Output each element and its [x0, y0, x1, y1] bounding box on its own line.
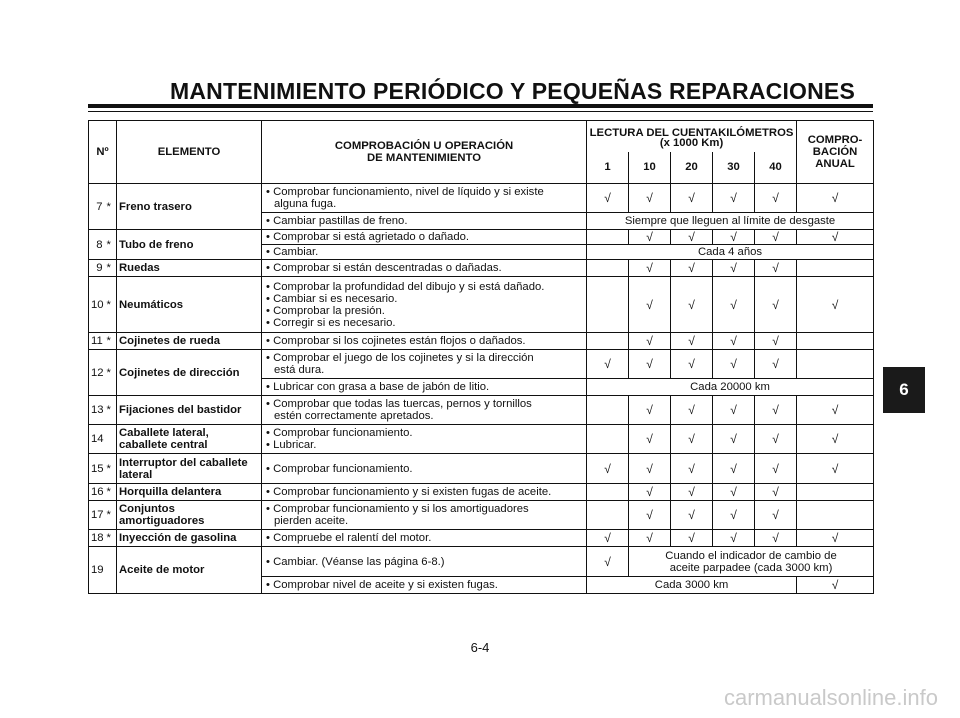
table-row: • Cambiar pastillas de freno. Siempre que lleguen al límite de desgaste	[89, 213, 874, 230]
check-mark: √	[713, 396, 755, 425]
check-mark: √	[713, 484, 755, 501]
maintenance-table	[88, 120, 874, 594]
table-row: 15 * Interruptor del caballete lateral • Comprobar funcionamiento. √ √ √ √ √ √	[89, 454, 874, 484]
check-mark: √	[755, 530, 797, 547]
table-row: 10 * Neumáticos • Comprobar la profundidad del dibujo y si está dañado. • Cambiar si es necesario. • Comprobar la presión. • Corregir si es necesario. √ √ √ √ √	[89, 277, 874, 333]
table-row: 7 * Freno trasero • Comprobar funcionamiento, nivel de líquido y si existe alguna fuga. √ √ √ √ √ √	[89, 184, 874, 213]
check-mark: √	[713, 425, 755, 454]
check-mark: √	[587, 530, 629, 547]
table-row: • Cambiar. Cada 4 años	[89, 245, 874, 260]
header-operation: COMPROBACIÓN U OPERACIÓN DE MANTENIMIENTO	[262, 121, 587, 184]
table-row: • Comprobar nivel de aceite y si existen fugas. Cada 3000 km √	[89, 577, 874, 594]
table-row: 8 * Tubo de freno • Comprobar si está agrietado o dañado. √ √ √ √ √	[89, 230, 874, 245]
check-mark: √	[755, 184, 797, 213]
check-mark: √	[797, 577, 874, 594]
check-mark: √	[629, 277, 671, 333]
check-mark: √	[755, 350, 797, 379]
check-mark: √	[629, 454, 671, 484]
table-row: 16 * Horquilla delantera • Comprobar funcionamiento y si existen fugas de aceite. √ √ √ √	[89, 484, 874, 501]
check-mark: √	[629, 484, 671, 501]
check-mark: √	[629, 230, 671, 245]
chapter-tab: 6	[883, 367, 925, 413]
header-annual: COMPRO- BACIÓN ANUAL	[797, 121, 874, 184]
page-title: MANTENIMIENTO PERIÓDICO Y PEQUEÑAS REPARACIONES	[170, 78, 856, 104]
check-mark: √	[713, 184, 755, 213]
title-rule-thin	[88, 111, 873, 112]
check-mark: √	[629, 530, 671, 547]
page-number: 6-4	[470, 640, 490, 655]
header-km-10: 10	[629, 152, 671, 184]
check-mark: √	[671, 454, 713, 484]
check-mark: √	[755, 396, 797, 425]
check-mark: √	[629, 260, 671, 277]
table-row: 18 * Inyección de gasolina • Compruebe el ralentí del motor. √ √ √ √ √ √	[89, 530, 874, 547]
check-mark: √	[671, 350, 713, 379]
check-mark: √	[671, 184, 713, 213]
check-mark: √	[797, 530, 874, 547]
table-row: 17 * Conjuntos amortiguadores • Comprobar funcionamiento y si los amortiguadores pierden aceite. √ √ √ √	[89, 501, 874, 530]
check-mark: √	[797, 454, 874, 484]
check-mark: √	[629, 333, 671, 350]
table-row: 11 * Cojinetes de rueda • Comprobar si los cojinetes están flojos o dañados. √ √ √ √	[89, 333, 874, 350]
title-rule-thick	[88, 104, 873, 108]
check-mark: √	[755, 277, 797, 333]
check-mark: √	[755, 260, 797, 277]
check-mark: √	[713, 501, 755, 530]
table-row: • Lubricar con grasa a base de jabón de litio. Cada 20000 km	[89, 379, 874, 396]
check-mark: √	[797, 396, 874, 425]
check-mark: √	[671, 501, 713, 530]
watermark: carmanualsonline.info	[723, 685, 938, 710]
check-mark: √	[671, 230, 713, 245]
table-row: 19 Aceite de motor • Cambiar. (Véanse las página 6-8.) √ Cuando el indicador de cambio de aceite parpadee (cada 3000 km)	[89, 547, 874, 577]
check-mark: √	[671, 333, 713, 350]
check-mark: √	[629, 396, 671, 425]
check-mark: √	[587, 350, 629, 379]
check-mark: √	[671, 530, 713, 547]
check-mark: √	[713, 277, 755, 333]
check-mark: √	[587, 454, 629, 484]
check-mark: √	[671, 484, 713, 501]
header-element: ELEMENTO	[117, 121, 262, 184]
table-row: 9 * Ruedas • Comprobar si están descentradas o dañadas. √ √ √ √	[89, 260, 874, 277]
check-mark: √	[671, 425, 713, 454]
table-row: 12 * Cojinetes de dirección • Comprobar el juego de los cojinetes y si la dirección está dura. √ √ √ √ √	[89, 350, 874, 379]
check-mark: √	[755, 454, 797, 484]
check-mark: √	[755, 484, 797, 501]
check-mark: √	[797, 425, 874, 454]
check-mark: √	[587, 547, 629, 577]
check-mark: √	[587, 184, 629, 213]
header-no: Nº	[89, 121, 117, 184]
check-mark: √	[713, 260, 755, 277]
check-mark: √	[713, 350, 755, 379]
check-mark: √	[629, 425, 671, 454]
check-mark: √	[713, 333, 755, 350]
check-mark: √	[713, 454, 755, 484]
check-mark: √	[755, 333, 797, 350]
check-mark: √	[797, 230, 874, 245]
header-odometer: LECTURA DEL CUENTAKILÓMETROS (x 1000 Km)	[587, 121, 797, 152]
check-mark: √	[755, 230, 797, 245]
check-mark: √	[671, 277, 713, 333]
header-km-30: 30	[713, 152, 755, 184]
table-row: 13 * Fijaciones del bastidor • Comprobar que todas las tuercas, pernos y tornillos estén correctamente apretados. √ √ √ √ √	[89, 396, 874, 425]
table-row: 14 Caballete lateral, caballete central • Comprobar funcionamiento. • Lubricar. √ √ √ √ √	[89, 425, 874, 454]
check-mark: √	[629, 350, 671, 379]
check-mark: √	[713, 230, 755, 245]
check-mark: √	[671, 396, 713, 425]
check-mark: √	[797, 277, 874, 333]
header-km-20: 20	[671, 152, 713, 184]
check-mark: √	[755, 425, 797, 454]
header-km-40: 40	[755, 152, 797, 184]
check-mark: √	[629, 501, 671, 530]
check-mark: √	[713, 530, 755, 547]
check-mark: √	[629, 184, 671, 213]
check-mark: √	[671, 260, 713, 277]
header-km-1: 1	[587, 152, 629, 184]
check-mark: √	[797, 184, 874, 213]
check-mark: √	[755, 501, 797, 530]
